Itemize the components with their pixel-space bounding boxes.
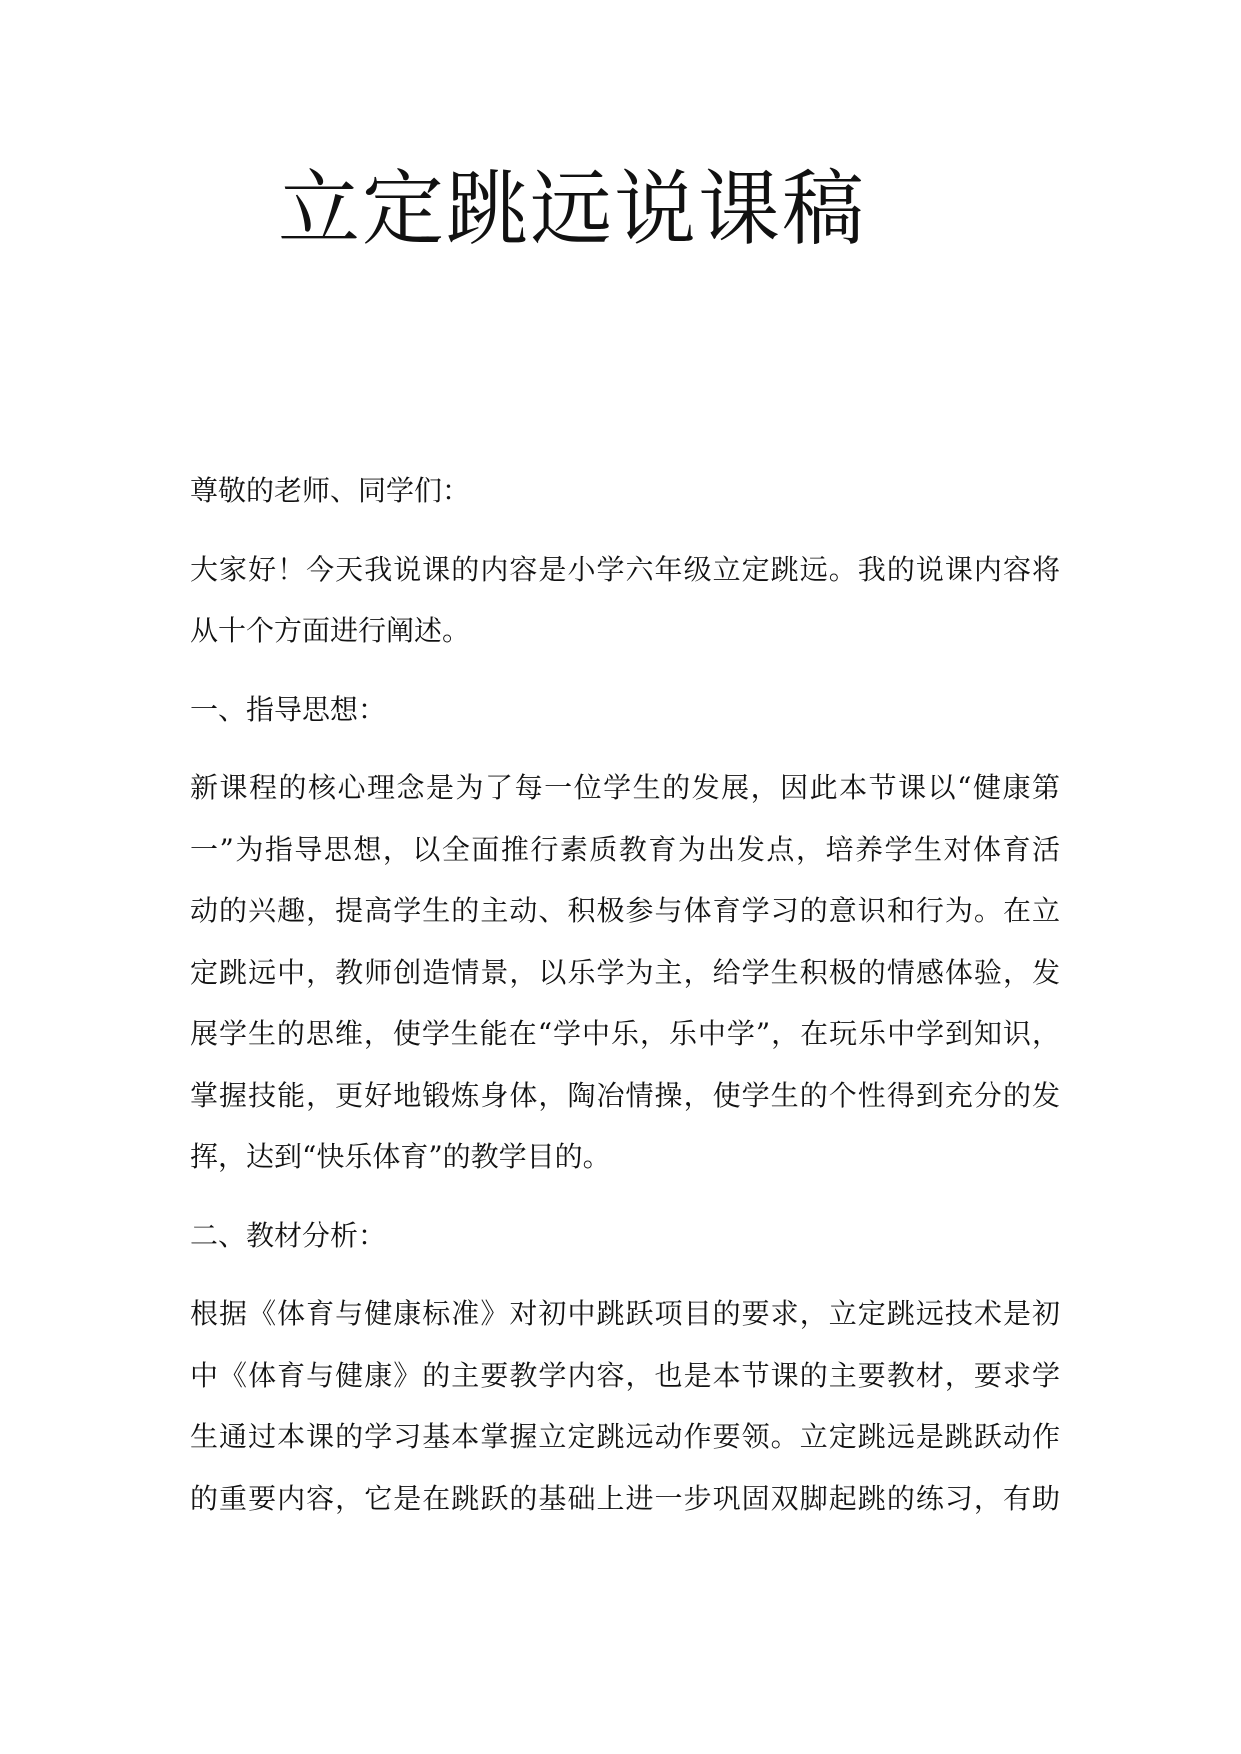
section2-heading: [190, 1205, 1060, 1267]
paragraph-line: 动的兴趣，提高学生的主动、积极参与体育学习的意识和行为。在立: [190, 894, 1060, 927]
paragraph-line: 根据《体育与健康标准》对初中跳跃项目的要求，立定跳远技术是初: [190, 1297, 1060, 1330]
paragraph-line: 一”为指导思想，以全面推行素质教育为出发点，培养学生对体育活: [190, 832, 1060, 866]
intro-line: 从十个方面进行阐述。: [190, 614, 471, 647]
section-heading-line: 一、指导思想：: [190, 692, 387, 726]
document-title: 立定跳远说课稿: [278, 162, 867, 257]
paragraph-line: 展学生的思维，使学生能在“学中乐，乐中学”，在玩乐中学到知识，: [190, 1017, 1060, 1050]
intro-paragraph: [190, 539, 1060, 662]
intro-line: 大家好！今天我说课的内容是小学六年级立定跳远。我的说课内容将: [190, 552, 1060, 586]
paragraph-line: 中《体育与健康》的主要教学内容，也是本节课的主要教材，要求学: [190, 1358, 1060, 1392]
paragraph-line: 定跳远中，教师创造情景，以乐学为主，给学生积极的情感体验，发: [190, 955, 1060, 989]
paragraph-line: 掌握技能，更好地锻炼身体，陶冶情操，使学生的个性得到充分的发: [190, 1078, 1060, 1112]
greeting-paragraph: [190, 460, 1060, 522]
paragraph-line: 生通过本课的学习基本掌握立定跳远动作要领。立定跳远是跳跃动作: [190, 1420, 1060, 1453]
document-body: [190, 460, 1060, 1546]
paragraph-line: 的重要内容，它是在跳跃的基础上进一步巩固双脚起跳的练习，有助: [190, 1481, 1060, 1515]
section1-paragraph: [190, 757, 1060, 1188]
section-heading-line: 二、教材分析：: [190, 1218, 387, 1252]
section2-paragraph: [190, 1283, 1060, 1529]
greeting-line: 尊敬的老师、同学们：: [190, 474, 471, 507]
section1-heading: [190, 679, 1060, 741]
paragraph-line: 挥，达到“快乐体育”的教学目的。: [190, 1140, 611, 1173]
paragraph-line: 新课程的核心理念是为了每一位学生的发展，因此本节课以“健康第: [190, 771, 1060, 804]
